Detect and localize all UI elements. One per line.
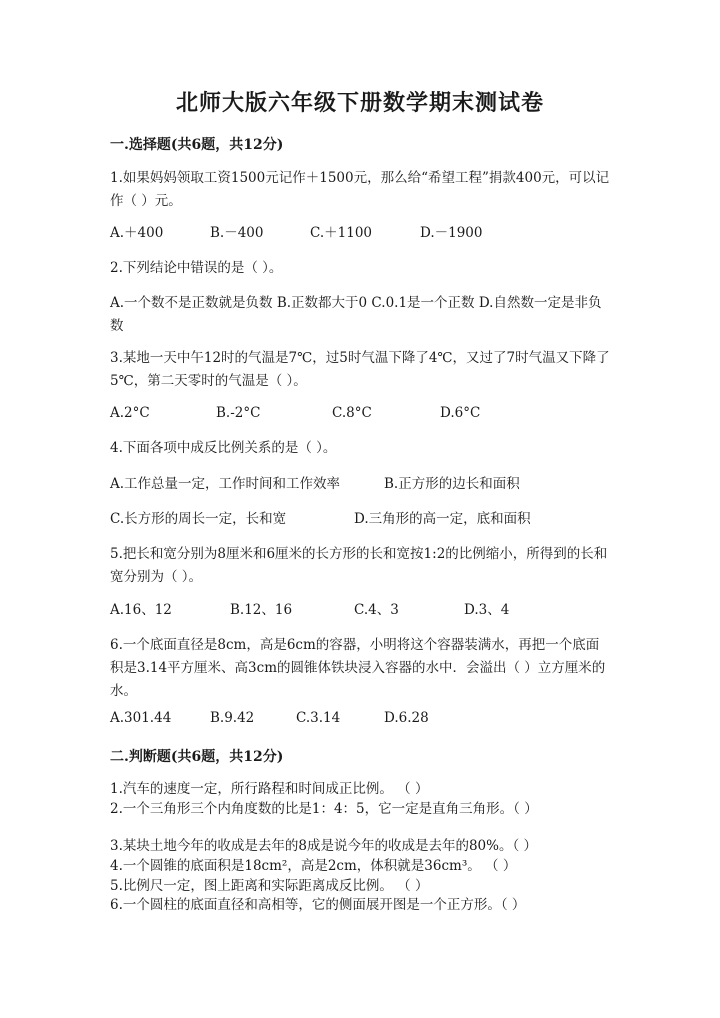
option-b: B.12、16 <box>230 602 293 618</box>
option-c: C.8°C <box>332 405 372 421</box>
question-6: 6.一个底面直径是8cm，高是6cm的容器，小明将这个容器装满水，再把一个底面积是3.14平方厘米、高3cm的圆锥体铁块浸入容器的水中．会溢出（ ）立方厘米的水。 <box>110 637 606 699</box>
option-c: C.＋1100 <box>310 225 372 241</box>
option-a: A.16、12 <box>110 602 172 618</box>
option-c: C.长方形的周长一定，长和宽 <box>110 511 287 527</box>
option-b: B.-2°C <box>216 405 261 421</box>
option-a: A.＋400 <box>110 225 164 241</box>
option-a: A.工作总量一定，工作时间和工作效率 <box>110 476 341 492</box>
judgement-item-2: 2.一个三角形三个内角度数的比是1：4：5，它一定是直角三角形。（ ） <box>110 801 538 817</box>
judgement-item-3: 3.某块土地今年的收成是去年的8成是说今年的收成是去年的80%。（ ） <box>110 838 538 854</box>
question-2-options: A.一个数不是正数就是负数 B.正数都大于0 C.0.1是一个正数 D.自然数一定是非负数 <box>110 295 602 334</box>
option-d: D.－1900 <box>420 225 483 241</box>
judgement-item-4: 4.一个圆锥的底面积是18cm²，高是2cm，体积就是36cm³。 （ ） <box>110 858 517 874</box>
section-heading-choice: 一.选择题(共6题，共12分) <box>110 137 284 153</box>
judgement-item-1: 1.汽车的速度一定，所行路程和时间成正比例。 （ ） <box>110 781 429 797</box>
option-a: A.301.44 <box>110 710 172 726</box>
page-title: 北师大版六年级下册数学期末测试卷 <box>175 90 544 116</box>
judgement-item-6: 6.一个圆柱的底面直径和高相等，它的侧面展开图是一个正方形。（ ） <box>110 897 526 913</box>
option-a: A.2°C <box>110 405 150 421</box>
option-b: B.9.42 <box>210 710 255 726</box>
option-d: D.6.28 <box>384 710 429 726</box>
question-4: 4.下面各项中成反比例关系的是（ ）。 <box>110 440 337 456</box>
question-6-options <box>110 707 610 731</box>
option-d: D.3、4 <box>464 602 510 618</box>
option-d: D.6°C <box>440 405 481 421</box>
judgement-item-5: 5.比例尺一定，图上距离和实际距离成反比例。 （ ） <box>110 878 429 894</box>
question-3-options <box>110 402 610 426</box>
option-d: D.三角形的高一定，底和面积 <box>354 511 531 527</box>
option-b: B.正方形的边长和面积 <box>384 476 520 492</box>
question-4-options-row1 <box>110 473 610 497</box>
question-1: 1.如果妈妈领取工资1500元记作＋1500元，那么给“希望工程”捐款400元，可以记作（ ）元。 <box>110 170 610 209</box>
question-5: 5.把长和宽分别为8厘米和6厘米的长方形的长和宽按1:2的比例缩小，所得到的长和宽分别为（ ）。 <box>110 546 608 585</box>
question-2: 2.下列结论中错误的是（ ）。 <box>110 260 283 276</box>
question-1-options <box>110 222 610 246</box>
section-heading-judgement: 二.判断题(共6题，共12分) <box>110 749 284 765</box>
option-c: C.4、3 <box>354 602 399 618</box>
option-b: B.－400 <box>210 225 264 241</box>
question-3: 3.某地一天中午12时的气温是7℃，过5时气温下降了4℃，又过了7时气温又下降了5℃，第二天零时的气温是（ ）。 <box>110 350 610 389</box>
option-c: C.3.14 <box>296 710 341 726</box>
question-4-options-row2 <box>110 508 610 532</box>
question-5-options <box>110 599 610 623</box>
